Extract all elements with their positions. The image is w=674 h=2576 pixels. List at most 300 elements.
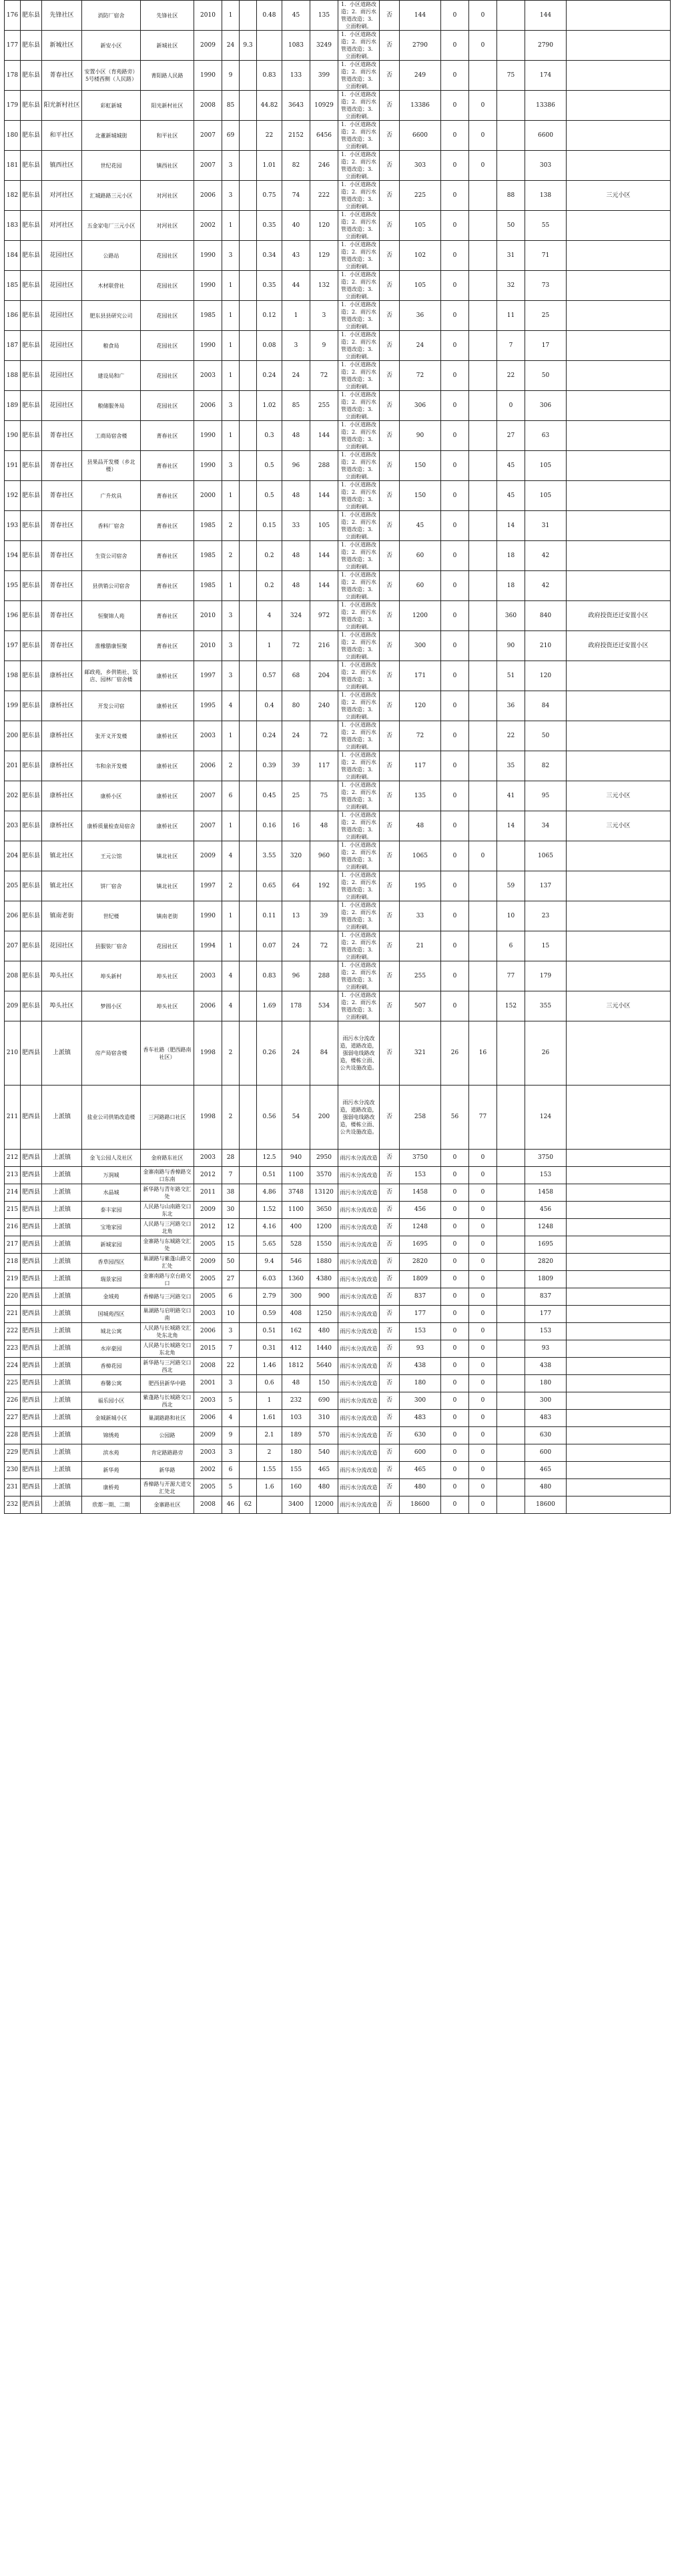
cell-units bbox=[240, 1306, 257, 1323]
cell-year: 2012 bbox=[194, 1219, 222, 1236]
cell-c4 bbox=[497, 1236, 525, 1254]
cell-remark bbox=[567, 241, 671, 271]
cell-year: 1997 bbox=[194, 871, 222, 901]
cell-demolish: 否 bbox=[380, 931, 400, 961]
cell-area: 6.03 bbox=[257, 1271, 282, 1288]
cell-belong: 金府路东社区 bbox=[141, 1150, 194, 1167]
renovation-table bbox=[4, 0, 671, 1514]
cell-c4: 35 bbox=[497, 751, 525, 781]
cell-population: 75 bbox=[310, 781, 338, 811]
table-row bbox=[5, 511, 671, 541]
cell-remark bbox=[567, 121, 671, 151]
cell-buildings: 3 bbox=[222, 631, 240, 661]
cell-community: 上派镇 bbox=[42, 1323, 82, 1340]
cell-households: 3400 bbox=[282, 1496, 310, 1514]
cell-households: 82 bbox=[282, 151, 310, 181]
cell-community: 埠头社区 bbox=[42, 961, 82, 991]
cell-community: 阳光新村社区 bbox=[42, 91, 82, 121]
cell-no: 226 bbox=[5, 1392, 21, 1410]
cell-demolish: 否 bbox=[380, 691, 400, 721]
cell-units bbox=[240, 1323, 257, 1340]
cell-belong: 对河社区 bbox=[141, 211, 194, 241]
cell-households: 64 bbox=[282, 871, 310, 901]
cell-remark bbox=[567, 541, 671, 571]
cell-district: 肥东县 bbox=[21, 631, 42, 661]
cell-name: 福乐园小区 bbox=[82, 1392, 141, 1410]
cell-units bbox=[240, 871, 257, 901]
cell-buildings: 6 bbox=[222, 781, 240, 811]
cell-name: 香料厂宿舍 bbox=[82, 511, 141, 541]
table-row bbox=[5, 331, 671, 361]
cell-c1: 300 bbox=[400, 1392, 441, 1410]
cell-population: 3650 bbox=[310, 1202, 338, 1219]
cell-c4 bbox=[497, 91, 525, 121]
cell-c1: 45 bbox=[400, 511, 441, 541]
cell-name: 邮政苑，乡供销社、饭店、园林厂宿舍楼 bbox=[82, 661, 141, 691]
cell-c4 bbox=[497, 1496, 525, 1514]
cell-c2: 0 bbox=[441, 811, 469, 841]
cell-c4 bbox=[497, 1288, 525, 1306]
cell-remark bbox=[567, 331, 671, 361]
cell-belong: 菁春社区 bbox=[141, 571, 194, 601]
cell-district: 肥东县 bbox=[21, 421, 42, 451]
cell-year: 2003 bbox=[194, 1392, 222, 1410]
cell-population: 288 bbox=[310, 961, 338, 991]
cell-c4 bbox=[497, 841, 525, 871]
cell-content: 雨污水分流改造 bbox=[338, 1496, 380, 1514]
cell-c2: 0 bbox=[441, 1340, 469, 1358]
cell-year: 2006 bbox=[194, 1410, 222, 1427]
cell-belong: 新华路与青年路交汇处 bbox=[141, 1184, 194, 1202]
cell-name: 城北公寓 bbox=[82, 1323, 141, 1340]
cell-buildings: 9 bbox=[222, 61, 240, 91]
cell-district: 肥东县 bbox=[21, 151, 42, 181]
cell-district: 肥东县 bbox=[21, 1, 42, 31]
cell-c4: 152 bbox=[497, 991, 525, 1021]
cell-units bbox=[240, 841, 257, 871]
cell-belong: 香车社路（肥西路南社区） bbox=[141, 1021, 194, 1086]
cell-no: 190 bbox=[5, 421, 21, 451]
cell-name: 县供销公司宿舍 bbox=[82, 571, 141, 601]
cell-population: 72 bbox=[310, 931, 338, 961]
cell-year: 2006 bbox=[194, 181, 222, 211]
cell-c3 bbox=[469, 181, 497, 211]
cell-demolish: 否 bbox=[380, 1462, 400, 1479]
cell-c4: 360 bbox=[497, 601, 525, 631]
cell-c4: 7 bbox=[497, 331, 525, 361]
cell-households: 74 bbox=[282, 181, 310, 211]
cell-community: 菁春社区 bbox=[42, 451, 82, 481]
table-row bbox=[5, 1184, 671, 1202]
cell-content: 雨污水分流改造 bbox=[338, 1202, 380, 1219]
cell-remark bbox=[567, 901, 671, 931]
cell-name: 泰丰家园 bbox=[82, 1202, 141, 1219]
cell-year: 2001 bbox=[194, 1375, 222, 1392]
cell-community: 上派镇 bbox=[42, 1021, 82, 1086]
cell-year: 1985 bbox=[194, 571, 222, 601]
cell-population: 144 bbox=[310, 571, 338, 601]
cell-c3: 0 bbox=[469, 1479, 497, 1496]
table-row bbox=[5, 1, 671, 31]
cell-year: 1985 bbox=[194, 301, 222, 331]
cell-demolish: 否 bbox=[380, 451, 400, 481]
cell-district: 肥西县 bbox=[21, 1427, 42, 1444]
cell-remark bbox=[567, 361, 671, 391]
cell-district: 肥西县 bbox=[21, 1086, 42, 1150]
cell-content: 1．小区道路改造；2．雨污水管道改造；3．立面粉刷。 bbox=[338, 91, 380, 121]
cell-remark bbox=[567, 1167, 671, 1184]
cell-c3: 0 bbox=[469, 1496, 497, 1514]
cell-community: 上派镇 bbox=[42, 1392, 82, 1410]
cell-content: 1．小区道路改造；2．雨污水管道改造；3．立面粉刷。 bbox=[338, 61, 380, 91]
cell-total: 1065 bbox=[525, 841, 567, 871]
cell-content: 1．小区道路改造；2．雨污水管道改造；3．立面粉刷。 bbox=[338, 271, 380, 301]
cell-name: 粮储服务局 bbox=[82, 391, 141, 421]
cell-units: 62 bbox=[240, 1496, 257, 1514]
cell-year: 2003 bbox=[194, 1150, 222, 1167]
cell-c3 bbox=[469, 361, 497, 391]
cell-total: 105 bbox=[525, 481, 567, 511]
cell-no: 221 bbox=[5, 1306, 21, 1323]
cell-demolish: 否 bbox=[380, 241, 400, 271]
cell-district: 肥东县 bbox=[21, 871, 42, 901]
table-row bbox=[5, 1219, 671, 1236]
cell-content: 雨污水分流改造 bbox=[338, 1340, 380, 1358]
cell-no: 185 bbox=[5, 271, 21, 301]
cell-c4: 45 bbox=[497, 451, 525, 481]
cell-c1: 36 bbox=[400, 301, 441, 331]
cell-community: 上派镇 bbox=[42, 1410, 82, 1427]
cell-population: 246 bbox=[310, 151, 338, 181]
cell-district: 肥西县 bbox=[21, 1219, 42, 1236]
cell-population: 10929 bbox=[310, 91, 338, 121]
cell-content: 雨污水分流改造 bbox=[338, 1236, 380, 1254]
cell-year: 1997 bbox=[194, 661, 222, 691]
cell-no: 205 bbox=[5, 871, 21, 901]
cell-c4 bbox=[497, 1479, 525, 1496]
cell-remark bbox=[567, 1375, 671, 1392]
cell-c2: 0 bbox=[441, 841, 469, 871]
cell-c4 bbox=[497, 31, 525, 61]
cell-c3: 0 bbox=[469, 151, 497, 181]
cell-year: 1990 bbox=[194, 901, 222, 931]
cell-district: 肥西县 bbox=[21, 1410, 42, 1427]
cell-content: 1．小区道路改造；2．雨污水管道改造；3．立面粉刷。 bbox=[338, 361, 380, 391]
cell-area: 2 bbox=[257, 1444, 282, 1462]
cell-c1: 300 bbox=[400, 631, 441, 661]
cell-district: 肥西县 bbox=[21, 1306, 42, 1323]
cell-units bbox=[240, 1184, 257, 1202]
table-row bbox=[5, 301, 671, 331]
cell-content: 1．小区道路改造；2．雨污水管道改造；3．立面粉刷。 bbox=[338, 301, 380, 331]
cell-no: 215 bbox=[5, 1202, 21, 1219]
cell-c1: 102 bbox=[400, 241, 441, 271]
cell-year: 1990 bbox=[194, 241, 222, 271]
cell-total: 3750 bbox=[525, 1150, 567, 1167]
cell-no: 188 bbox=[5, 361, 21, 391]
table-row bbox=[5, 1479, 671, 1496]
cell-name: 盐业公司供销改造楼 bbox=[82, 1086, 141, 1150]
cell-belong: 金寨路社区 bbox=[141, 1496, 194, 1514]
cell-total: 1695 bbox=[525, 1236, 567, 1254]
cell-c2: 0 bbox=[441, 691, 469, 721]
cell-population: 204 bbox=[310, 661, 338, 691]
cell-belong: 阳光新村社区 bbox=[141, 91, 194, 121]
cell-population: 288 bbox=[310, 451, 338, 481]
cell-c4: 18 bbox=[497, 541, 525, 571]
cell-district: 肥东县 bbox=[21, 751, 42, 781]
cell-c3 bbox=[469, 601, 497, 631]
cell-belong: 肥西县新华中路 bbox=[141, 1375, 194, 1392]
cell-belong: 花园社区 bbox=[141, 331, 194, 361]
cell-households: 54 bbox=[282, 1086, 310, 1150]
cell-no: 182 bbox=[5, 181, 21, 211]
cell-belong: 对河社区 bbox=[141, 181, 194, 211]
cell-c3 bbox=[469, 871, 497, 901]
cell-population: 192 bbox=[310, 871, 338, 901]
cell-buildings: 28 bbox=[222, 1150, 240, 1167]
cell-buildings: 3 bbox=[222, 661, 240, 691]
cell-community: 对河社区 bbox=[42, 181, 82, 211]
cell-c1: 600 bbox=[400, 1444, 441, 1462]
cell-total: 50 bbox=[525, 361, 567, 391]
cell-total: 483 bbox=[525, 1410, 567, 1427]
cell-households: 48 bbox=[282, 481, 310, 511]
cell-c1: 321 bbox=[400, 1021, 441, 1086]
cell-c4 bbox=[497, 1410, 525, 1427]
cell-c1: 483 bbox=[400, 1410, 441, 1427]
cell-buildings: 1 bbox=[222, 721, 240, 751]
cell-c3: 0 bbox=[469, 1358, 497, 1375]
cell-total: 1809 bbox=[525, 1271, 567, 1288]
cell-households: 24 bbox=[282, 1021, 310, 1086]
cell-c2: 0 bbox=[441, 1150, 469, 1167]
cell-content: 1．小区道路改造；2．雨污水管道改造；3．立面粉刷。 bbox=[338, 631, 380, 661]
cell-c3: 0 bbox=[469, 1462, 497, 1479]
cell-area: 0.12 bbox=[257, 301, 282, 331]
cell-households: 180 bbox=[282, 1444, 310, 1462]
cell-area: 0.45 bbox=[257, 781, 282, 811]
cell-c3: 0 bbox=[469, 1202, 497, 1219]
cell-c2: 0 bbox=[441, 481, 469, 511]
cell-demolish: 否 bbox=[380, 901, 400, 931]
cell-community: 康桥社区 bbox=[42, 751, 82, 781]
cell-remark bbox=[567, 1271, 671, 1288]
cell-c4: 14 bbox=[497, 511, 525, 541]
cell-demolish: 否 bbox=[380, 211, 400, 241]
table-row bbox=[5, 1086, 671, 1150]
cell-c2: 0 bbox=[441, 181, 469, 211]
cell-c1: 93 bbox=[400, 1340, 441, 1358]
cell-year: 2010 bbox=[194, 631, 222, 661]
cell-population: 3 bbox=[310, 301, 338, 331]
cell-remark bbox=[567, 421, 671, 451]
cell-remark bbox=[567, 1288, 671, 1306]
cell-demolish: 否 bbox=[380, 1150, 400, 1167]
cell-population: 240 bbox=[310, 691, 338, 721]
cell-c1: 1065 bbox=[400, 841, 441, 871]
cell-buildings: 46 bbox=[222, 1496, 240, 1514]
cell-belong: 康桥社区 bbox=[141, 721, 194, 751]
cell-c4 bbox=[497, 1340, 525, 1358]
cell-buildings: 3 bbox=[222, 391, 240, 421]
cell-total: 2820 bbox=[525, 1254, 567, 1271]
cell-community: 镇西社区 bbox=[42, 151, 82, 181]
cell-buildings: 3 bbox=[222, 451, 240, 481]
cell-demolish: 否 bbox=[380, 331, 400, 361]
cell-community: 康桥社区 bbox=[42, 781, 82, 811]
cell-total: 137 bbox=[525, 871, 567, 901]
cell-name: 饼厂宿舍 bbox=[82, 871, 141, 901]
cell-year: 1998 bbox=[194, 1086, 222, 1150]
cell-belong: 菁春社区 bbox=[141, 451, 194, 481]
table-row bbox=[5, 871, 671, 901]
cell-area: 0.2 bbox=[257, 571, 282, 601]
table-row bbox=[5, 1150, 671, 1167]
cell-units bbox=[240, 361, 257, 391]
cell-district: 肥东县 bbox=[21, 481, 42, 511]
cell-content: 1．小区道路改造；2．雨污水管道改造；3．立面粉刷。 bbox=[338, 151, 380, 181]
cell-year: 2003 bbox=[194, 1444, 222, 1462]
cell-remark bbox=[567, 31, 671, 61]
cell-year: 2008 bbox=[194, 1358, 222, 1375]
cell-community: 上派镇 bbox=[42, 1236, 82, 1254]
cell-belong: 花园社区 bbox=[141, 271, 194, 301]
cell-no: 196 bbox=[5, 601, 21, 631]
cell-no: 197 bbox=[5, 631, 21, 661]
cell-units bbox=[240, 1479, 257, 1496]
cell-c3: 0 bbox=[469, 1254, 497, 1271]
cell-area: 0.3 bbox=[257, 421, 282, 451]
table-row bbox=[5, 421, 671, 451]
cell-units bbox=[240, 241, 257, 271]
cell-c1: 72 bbox=[400, 361, 441, 391]
cell-content: 1．小区道路改造；2．雨污水管道改造；3．立面粉刷。 bbox=[338, 1, 380, 31]
cell-belong: 巢湖路路和社区 bbox=[141, 1410, 194, 1427]
cell-district: 肥东县 bbox=[21, 361, 42, 391]
cell-remark bbox=[567, 961, 671, 991]
cell-c4: 50 bbox=[497, 211, 525, 241]
table-row bbox=[5, 781, 671, 811]
cell-units bbox=[240, 1410, 257, 1427]
cell-c4: 22 bbox=[497, 361, 525, 391]
cell-c2: 0 bbox=[441, 721, 469, 751]
cell-demolish: 否 bbox=[380, 1479, 400, 1496]
cell-c1: 1695 bbox=[400, 1236, 441, 1254]
cell-buildings: 4 bbox=[222, 961, 240, 991]
cell-units bbox=[240, 1358, 257, 1375]
cell-year: 2015 bbox=[194, 1340, 222, 1358]
cell-households: 3643 bbox=[282, 91, 310, 121]
cell-units bbox=[240, 1021, 257, 1086]
table-row bbox=[5, 1021, 671, 1086]
cell-area bbox=[257, 31, 282, 61]
cell-remark bbox=[567, 1086, 671, 1150]
cell-year: 1990 bbox=[194, 451, 222, 481]
cell-belong: 镇西社区 bbox=[141, 151, 194, 181]
cell-no: 208 bbox=[5, 961, 21, 991]
cell-units bbox=[240, 1444, 257, 1462]
cell-households: 1100 bbox=[282, 1202, 310, 1219]
cell-c3: 0 bbox=[469, 1306, 497, 1323]
cell-remark bbox=[567, 751, 671, 781]
cell-c3 bbox=[469, 451, 497, 481]
cell-community: 康桥社区 bbox=[42, 661, 82, 691]
cell-community: 上派镇 bbox=[42, 1358, 82, 1375]
cell-buildings: 85 bbox=[222, 91, 240, 121]
cell-content: 雨污水分流改造，道路改造，强弱电线路改造，楼栋立面、公共设施改造。 bbox=[338, 1086, 380, 1150]
cell-demolish: 否 bbox=[380, 961, 400, 991]
table-row bbox=[5, 691, 671, 721]
cell-units bbox=[240, 991, 257, 1021]
cell-demolish: 否 bbox=[380, 1427, 400, 1444]
cell-demolish: 否 bbox=[380, 121, 400, 151]
cell-total: 23 bbox=[525, 901, 567, 931]
cell-community: 上派镇 bbox=[42, 1427, 82, 1444]
cell-demolish: 否 bbox=[380, 1202, 400, 1219]
cell-households: 2152 bbox=[282, 121, 310, 151]
cell-buildings: 5 bbox=[222, 1479, 240, 1496]
cell-c2: 0 bbox=[441, 1236, 469, 1254]
cell-c1: 837 bbox=[400, 1288, 441, 1306]
cell-total: 144 bbox=[525, 1, 567, 31]
cell-district: 肥东县 bbox=[21, 961, 42, 991]
cell-demolish: 否 bbox=[380, 1184, 400, 1202]
cell-remark bbox=[567, 91, 671, 121]
cell-c4 bbox=[497, 1184, 525, 1202]
cell-c3 bbox=[469, 931, 497, 961]
cell-population: 117 bbox=[310, 751, 338, 781]
cell-remark bbox=[567, 1358, 671, 1375]
cell-c1: 3750 bbox=[400, 1150, 441, 1167]
cell-content: 雨污水分流改造 bbox=[338, 1462, 380, 1479]
cell-buildings: 27 bbox=[222, 1271, 240, 1288]
cell-total: 837 bbox=[525, 1288, 567, 1306]
cell-c4: 18 bbox=[497, 571, 525, 601]
cell-population: 6456 bbox=[310, 121, 338, 151]
cell-content: 雨污水分流改造，道路改造，强弱电线路改造，楼栋立面、公共设施改造。 bbox=[338, 1021, 380, 1086]
cell-buildings: 3 bbox=[222, 1444, 240, 1462]
cell-households: 162 bbox=[282, 1323, 310, 1340]
table-row bbox=[5, 181, 671, 211]
cell-demolish: 否 bbox=[380, 811, 400, 841]
cell-district: 肥东县 bbox=[21, 331, 42, 361]
cell-buildings: 10 bbox=[222, 1306, 240, 1323]
table-row bbox=[5, 391, 671, 421]
cell-c3: 0 bbox=[469, 1288, 497, 1306]
cell-population: 129 bbox=[310, 241, 338, 271]
cell-population: 255 bbox=[310, 391, 338, 421]
cell-name: 康桥苑 bbox=[82, 1479, 141, 1496]
cell-c3 bbox=[469, 271, 497, 301]
cell-buildings: 1 bbox=[222, 421, 240, 451]
cell-remark bbox=[567, 1219, 671, 1236]
cell-buildings: 6 bbox=[222, 1462, 240, 1479]
cell-c4: 51 bbox=[497, 661, 525, 691]
cell-remark bbox=[567, 1410, 671, 1427]
cell-c2: 0 bbox=[441, 271, 469, 301]
cell-name: 万润城 bbox=[82, 1167, 141, 1184]
table-row bbox=[5, 1306, 671, 1323]
cell-community: 花园社区 bbox=[42, 361, 82, 391]
cell-demolish: 否 bbox=[380, 1086, 400, 1150]
cell-no: 199 bbox=[5, 691, 21, 721]
cell-households: 39 bbox=[282, 751, 310, 781]
cell-units bbox=[240, 1219, 257, 1236]
cell-district: 肥东县 bbox=[21, 991, 42, 1021]
table-row bbox=[5, 91, 671, 121]
cell-c1: 249 bbox=[400, 61, 441, 91]
